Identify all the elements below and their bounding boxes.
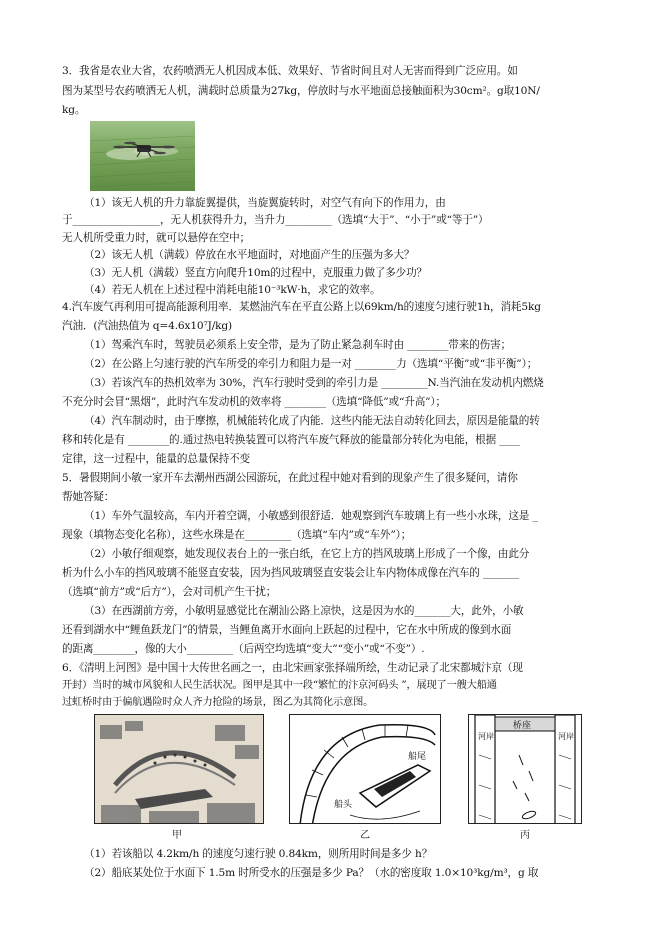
caption-bing: 丙	[520, 830, 530, 841]
q3-item-4: （4）若无人机在上述过程中消耗电能10⁻³kW·h，求它的效率。	[84, 284, 381, 296]
q4-item-3-cont: 不充分时会冒“黑烟”，此时汽车发动机的效率将 ________（选填“降低”或“升高”）；	[62, 396, 446, 408]
q4-item-3: （3）若该汽车的热机效率为 30%，汽车行驶时受到的牵引力是 _________N.当汽油在发动机内燃烧	[84, 377, 544, 389]
q5-item-2-end: （选填“前方”或“后方”），会对司机产生干扰；	[62, 586, 277, 598]
figure-yi-diagram	[289, 714, 441, 824]
river-banks-diagram	[469, 715, 581, 824]
q5-item-2-cont: 析为什么小车的挡风玻璃不能竖直安装，因为挡风玻璃竖直安装会让车内物体成像在汽车的 _______	[62, 567, 519, 579]
q5-intro-line-1: 5．暑假期间小敏一家开车去潮州西湖公园游玩，在此过程中她对看到的现象产生了很多疑问，请你	[62, 472, 518, 484]
q3-item-1-cont: 于_________________，无人机获得升力，当升力_________（选填“大于”、“小于”或“等于”）	[62, 214, 489, 227]
q6-intro-line-2: 开封）当时的城市风貌和人民生活状况。图甲是其中一段“繁忙的汴京河码头 ”，展现了一艘大船通	[62, 680, 497, 691]
q4-item-1: （1）驾乘汽车时，驾驶员必须系上安全带，是为了防止紧急刹车时由 ________带来的伤害；	[84, 339, 511, 351]
bridge-boat-diagram	[290, 715, 440, 824]
q3-item-2: （2）该无人机（满载）停放在水平地面时，对地面产生的压强为多大？	[84, 249, 415, 262]
q3-intro-line-3: kg。	[62, 104, 86, 116]
q5-item-1: （1）车外气温较高，车内开着空调，小敏感到很舒适．她观察到汽车玻璃上有一些小水珠，这是 _	[84, 510, 538, 522]
q6-item-1: （1）若该船以 4.2km/h 的速度匀速行驶 0.84km，则所用时间是多少 h？	[84, 848, 433, 860]
q6-item-2: （2）船底某处位于水面下 1.5m 时所受水的压强是多少 Pa？（水的密度取 1.0×10³kg/m³，g 取	[84, 867, 539, 879]
q5-item-1-cont: 现象（填物态变化名称），这些水珠是在_________（选填“车内”或“车外”）；	[62, 529, 412, 541]
q3-item-3: （3）无人机（满载）竖直方向爬升10m的过程中，克服重力做了多少功？	[84, 266, 427, 279]
painting-illustration	[95, 715, 263, 824]
label-stern: 船尾	[408, 752, 427, 762]
label-right-bank: 河岸	[558, 732, 574, 741]
figure-jia-painting	[94, 714, 264, 824]
q3-intro-line-2: 图为某型号农药喷洒无人机，满载时总质量为27kg，停放时与水平地面总接触面积为30cm²。g取10N/	[62, 85, 540, 97]
q5-item-3: （3）在西湖前方旁，小敏明显感觉比在潮汕公路上凉快，这是因为水的_______大，此外，小敏	[84, 605, 524, 617]
caption-jia: 甲	[172, 830, 182, 841]
drone-photo	[90, 121, 195, 191]
q5-item-3-end: 的距离________，像的大小_________（后两空均选填“变大”“变小”或“不变”）.	[62, 643, 425, 655]
q6-intro-line-3: 过虹桥时由于偏航遇险时众人齐力抢险的场景，图乙为其简化示意图。	[62, 697, 374, 708]
label-bridge-seat: 桥座	[513, 721, 532, 731]
q4-item-4: （4）汽车制动时，由于摩擦，机械能转化成了内能．这些内能无法自动转化回去，原因是能量的转	[84, 415, 540, 427]
q4-intro-line-1: 4.汽车废气再利用可提高能源利用率．某燃油汽车在平直公路上以69km/h的速度匀速行驶1h，消耗5kg	[62, 301, 541, 313]
q5-item-2: （2）小敏仔细观察，她发现仪表台上的一张白纸，在它上方的挡风玻璃上形成了一个像，由此分	[84, 548, 530, 560]
q3-intro-line-1: 3．我省是农业大省，农药喷洒无人机因成本低、效果好、节省时间且对人无害而得到广泛应用。如	[62, 65, 518, 77]
label-bow: 船头	[334, 800, 353, 810]
q4-intro-line-2: 汽油．(汽油热值为 q=4.6x10⁷J/kg)	[62, 320, 233, 332]
q4-item-4-end: 定律，这一过程中，能量的总量保持不变	[62, 453, 250, 465]
q4-item-4-cont: 移和转化是有 ________的.通过热电转换装置可以将汽车废气释放的能量部分转化为电能，根据 ____	[62, 434, 520, 446]
q5-intro-line-2: 帮她答疑：	[62, 491, 115, 503]
q3-item-1-end: 无人机所受重力时，就可以悬停在空中；	[62, 231, 250, 244]
q4-item-2: （2）在公路上匀速行驶的汽车所受的牵引力和阻力是一对 ________力（选填“平衡”或“非平衡”）；	[84, 358, 538, 370]
caption-yi: 乙	[360, 830, 370, 841]
q6-intro-line-1: 6．《清明上河图》是中国十大传世名画之一，由北宋画家张择端所绘，生动记录了北宋都城汴京（现	[62, 662, 523, 674]
label-left-bank: 河岸	[478, 732, 494, 741]
figure-bing-diagram	[468, 714, 582, 824]
q5-item-3-cont: 还看到湖水中“鲤鱼跃龙门”的情景，当鲤鱼离开水面向上跃起的过程中，它在水中所成的像到水面	[62, 624, 512, 636]
drone-icon	[90, 121, 195, 191]
q3-item-1: （1）该无人机的升力靠旋翼提供，当旋翼旋转时，对空气有向下的作用力，由	[84, 197, 446, 209]
